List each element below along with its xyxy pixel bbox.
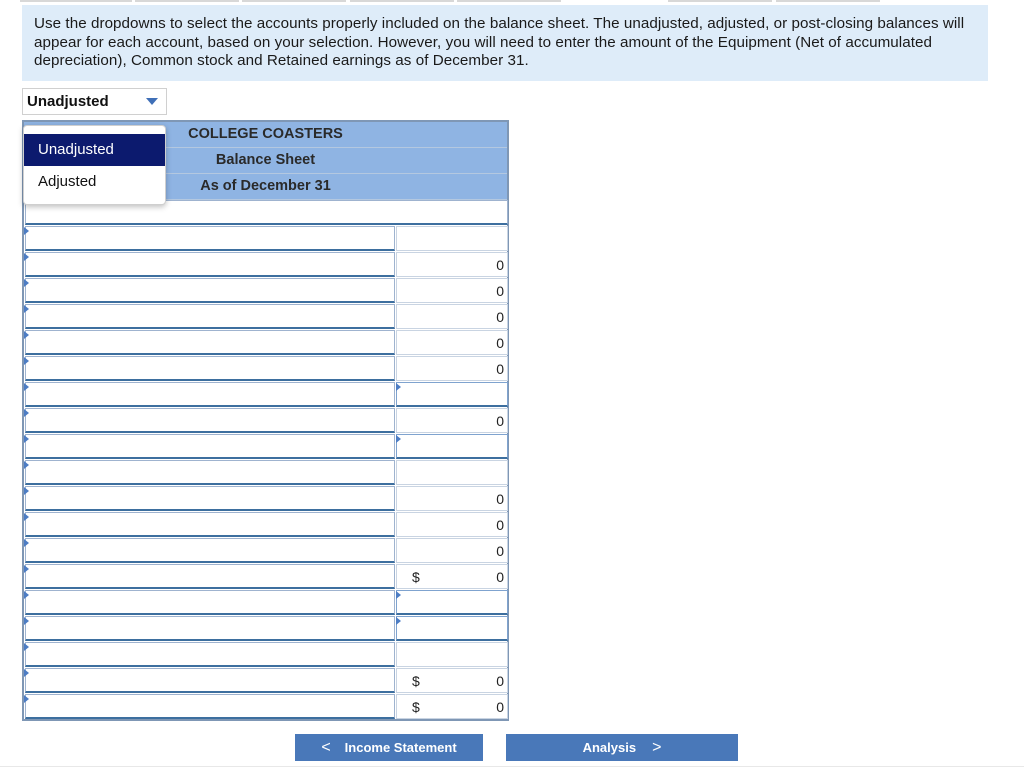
next-button-label: Analysis [582,740,637,755]
amount-cell [396,642,508,667]
account-select[interactable] [25,486,395,511]
next-analysis-button[interactable] [506,734,738,761]
dollar-sign: $ [412,699,420,715]
account-select[interactable] [25,382,395,407]
row-marker-icon [24,461,29,469]
account-select[interactable] [25,252,395,277]
row-marker-icon [24,383,29,391]
row-marker-icon [24,279,29,287]
account-select[interactable] [25,278,395,303]
amount-marker-icon [396,591,401,599]
amount-cell [396,460,508,485]
row-marker-icon [24,487,29,495]
amount-input[interactable] [396,434,508,459]
balance-type-options-menu [23,125,166,205]
dollar-sign: $ [412,673,420,689]
instructions-text: Use the dropdowns to select the accounts properly included on the balance sheet. The unadjusted, adjusted, or post-closing balances will appear for each account, based on your selection. However, you will need to enter the amount of the Equipment (Net of accumulated depreciation), Common stock and Retained earnings as of December 31. [22,5,988,81]
account-select[interactable] [25,330,395,355]
company-name: COLLEGE COASTERS [188,126,343,142]
amount-input[interactable] [396,590,508,615]
amount-value: 0 [496,699,504,715]
account-select[interactable] [25,564,395,589]
row-marker-icon [24,695,29,703]
top-tab-divider [20,0,988,3]
amount-value: 0 [496,491,504,507]
row-marker-icon [24,357,29,365]
amount-value: 0 [496,673,504,689]
chevron-right-icon: > [652,738,662,756]
row-marker-icon [24,409,29,417]
row-marker-icon [24,617,29,625]
amount-value: 0 [496,517,504,533]
account-select[interactable] [25,512,395,537]
footer-divider [0,766,1024,767]
account-select[interactable] [25,226,395,251]
chevron-left-icon: < [321,738,331,756]
option-unadjusted[interactable]: Unadjusted [24,134,165,166]
amount-value: 0 [496,309,504,325]
row-marker-icon [24,669,29,677]
account-select[interactable] [25,538,395,563]
account-select[interactable] [25,460,395,485]
row-marker-icon [24,253,29,261]
amount-marker-icon [396,383,401,391]
amount-value: 0 [496,543,504,559]
account-select[interactable] [25,642,395,667]
balance-sheet-table [22,120,509,721]
account-select[interactable] [25,356,395,381]
amount-value: 0 [496,569,504,585]
dollar-sign: $ [412,569,420,585]
row-marker-icon [24,227,29,235]
row-marker-icon [24,513,29,521]
row-marker-icon [24,331,29,339]
row-marker-icon [24,539,29,547]
chevron-down-icon[interactable] [146,98,158,105]
dropdown-selected-value: Unadjusted [27,93,109,110]
option-adjusted[interactable]: Adjusted [38,173,97,190]
account-select[interactable] [25,304,395,329]
amount-value: 0 [496,283,504,299]
amount-value: 0 [496,361,504,377]
account-select[interactable] [25,590,395,615]
amount-marker-icon [396,435,401,443]
amount-marker-icon [396,617,401,625]
amount-input[interactable] [396,382,508,407]
row-marker-icon [24,643,29,651]
row-marker-icon [24,305,29,313]
row-marker-icon [24,591,29,599]
amount-value: 0 [496,257,504,273]
account-select[interactable] [25,434,395,459]
account-select[interactable] [25,408,395,433]
balance-type-dropdown[interactable] [22,88,167,115]
statement-date: As of December 31 [200,178,331,194]
prev-button-label: Income Statement [344,740,457,755]
row-marker-icon [24,565,29,573]
row-marker-icon [24,435,29,443]
amount-input[interactable] [396,616,508,641]
account-select[interactable] [25,616,395,641]
account-select[interactable] [25,668,395,693]
account-select[interactable] [25,694,395,719]
amount-value: 0 [496,335,504,351]
amount-value: 0 [496,413,504,429]
amount-cell [396,226,508,251]
prev-income-statement-button[interactable] [295,734,483,761]
statement-title: Balance Sheet [215,152,316,168]
